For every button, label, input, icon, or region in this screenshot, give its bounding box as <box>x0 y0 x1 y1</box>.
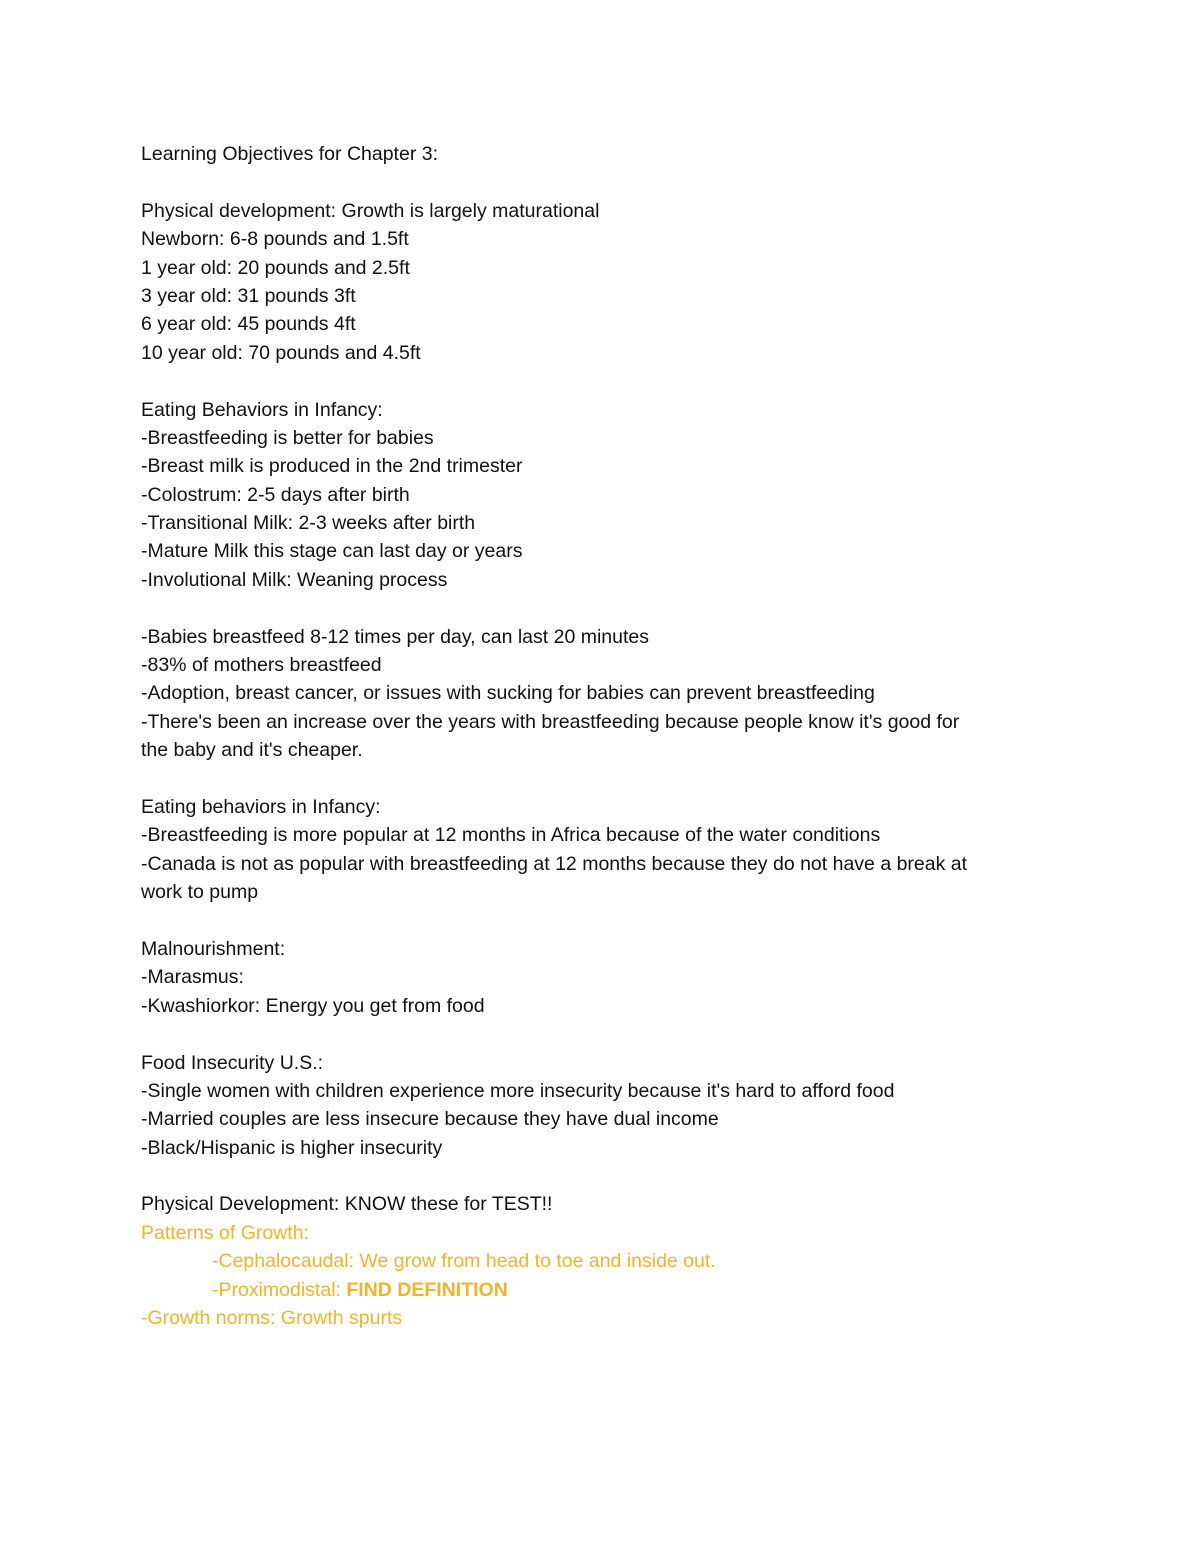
bullet-line: -Breast milk is produced in the 2nd trimester <box>141 455 523 478</box>
malnourishment-heading: Malnourishment: <box>141 937 286 960</box>
physical-development-test-heading: Physical Development: KNOW these for TEST!! <box>141 1193 553 1216</box>
bullet-line: -Breastfeeding is more popular at 12 months in Africa because of the water conditions <box>141 824 881 847</box>
eating-behaviors-heading: Eating Behaviors in Infancy: <box>141 398 383 421</box>
patterns-of-growth-heading: Patterns of Growth: <box>141 1221 309 1244</box>
bullet-line: -Breastfeeding is better for babies <box>141 426 434 449</box>
bullet-line: -Canada is not as popular with breastfeeding at 12 months because they do not have a break at <box>141 852 968 875</box>
blank-line <box>141 765 1081 793</box>
blank-line <box>141 1020 1081 1048</box>
bullet-line: -83% of mothers breastfeed <box>141 654 382 677</box>
bullet-line: -Married couples are less insecure because they have dual income <box>141 1108 719 1131</box>
food-insecurity-heading: Food Insecurity U.S.: <box>141 1051 324 1074</box>
bullet-line-continued: the baby and it's cheaper. <box>141 739 363 762</box>
blank-line <box>141 907 1081 935</box>
bullet-line: -Mature Milk this stage can last day or years <box>141 540 523 563</box>
bullet-line: -Babies breastfeed 8-12 times per day, can last 20 minutes <box>141 625 649 648</box>
growth-line: 1 year old: 20 pounds and 2.5ft <box>141 256 410 279</box>
bullet-line: -Black/Hispanic is higher insecurity <box>141 1136 443 1159</box>
growth-norms-line: -Growth norms: Growth spurts <box>141 1307 403 1330</box>
bullet-line: -Colostrum: 2-5 days after birth <box>141 483 410 506</box>
bullet-line-continued: work to pump <box>141 881 259 904</box>
bullet-line: -There's been an increase over the years with breastfeeding because people know it's good for <box>141 710 960 733</box>
bullet-line: -Transitional Milk: 2-3 weeks after birth <box>141 512 476 535</box>
document-title: Learning Objectives for Chapter 3: <box>141 143 438 165</box>
blank-line <box>141 367 1081 395</box>
find-definition-note: FIND DEFINITION <box>346 1278 508 1301</box>
document-page <box>141 140 1081 1332</box>
proximodistal-label: -Proximodistal: <box>212 1278 347 1301</box>
bullet-line: -Single women with children experience more insecurity because it's hard to afford food <box>141 1079 895 1102</box>
physical-development-heading: Physical development: Growth is largely maturational <box>141 199 600 222</box>
bullet-line: -Kwashiorkor: Energy you get from food <box>141 994 485 1017</box>
bullet-line: -Marasmus: <box>141 966 244 989</box>
bullet-line: -Adoption, breast cancer, or issues with sucking for babies can prevent breastfeeding <box>141 682 875 705</box>
growth-line: Newborn: 6-8 pounds and 1.5ft <box>141 228 409 251</box>
proximodistal-line <box>141 1276 1081 1304</box>
blank-line <box>141 168 1081 196</box>
blank-line <box>141 1162 1081 1190</box>
growth-line: 10 year old: 70 pounds and 4.5ft <box>141 341 421 364</box>
eating-behaviors-heading-2: Eating behaviors in Infancy: <box>141 795 381 818</box>
blank-line <box>141 594 1081 622</box>
cephalocaudal-line: -Cephalocaudal: We grow from head to toe and inside out. <box>212 1250 716 1273</box>
bullet-line: -Involutional Milk: Weaning process <box>141 568 448 591</box>
growth-line: 6 year old: 45 pounds 4ft <box>141 313 356 336</box>
growth-line: 3 year old: 31 pounds 3ft <box>141 284 356 307</box>
